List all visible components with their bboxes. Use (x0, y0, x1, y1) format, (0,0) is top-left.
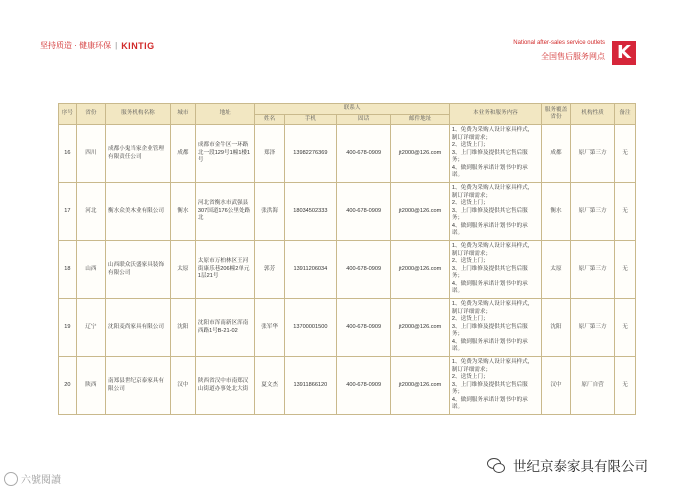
cell-city: 衡水 (170, 183, 195, 241)
service-item: 2、送货上门； (451, 374, 489, 381)
service-item: 2、送货上门； (451, 258, 489, 265)
watermark-left (4, 471, 61, 486)
cell-email: jt2000@126.com (391, 299, 450, 357)
table-row (59, 241, 636, 299)
cell-province: 山西 (76, 241, 105, 299)
cell-email: jt2000@126.com (391, 241, 450, 299)
outlets-title-cn: 全国售后服务网点 (541, 52, 605, 61)
cell-city: 成都 (170, 125, 195, 183)
cell-address: 河北省衡水市武强县307国道176公里处路北 (195, 183, 255, 241)
watermark-right (487, 455, 648, 475)
header-nature: 机构性质 (571, 104, 615, 125)
cell-service (449, 299, 541, 357)
table-row (59, 357, 636, 415)
service-item: 4、做到服务承诺计划书中的承诺。 (451, 164, 528, 179)
cell-contact-name: 郑泽 (255, 125, 284, 183)
cell-nature: 原厂第三方 (571, 183, 615, 241)
header-remark: 备注 (615, 104, 636, 125)
cell-mobile: 18034502333 (284, 183, 336, 241)
cell-contact-name: 张军华 (255, 299, 284, 357)
cell-no: 20 (59, 357, 77, 415)
header-phone: 固话 (336, 114, 390, 125)
service-outlets-table (58, 103, 636, 415)
cell-contact-name: 张洪海 (255, 183, 284, 241)
header-service: 本业务和服务内容 (449, 104, 541, 125)
cell-address: 沈阳市浑南新区浑南西路1号B-21-02 (195, 299, 255, 357)
cell-city: 沈阳 (170, 299, 195, 357)
cell-email: jt2000@126.com (391, 183, 450, 241)
cell-city: 汉中 (170, 357, 195, 415)
cell-remark: 无 (615, 241, 636, 299)
service-item: 4、做到服务承诺计划书中的承诺。 (451, 396, 528, 411)
watermark-circle-icon (4, 472, 18, 486)
service-item: 1、免费为采购人设计家具样式，制订详细需求； (451, 359, 534, 373)
cell-nature: 原厂第三方 (571, 299, 615, 357)
outlets-title-en: National after-sales service outlets (513, 40, 605, 46)
cell-phone: 400-678-0909 (336, 357, 390, 415)
cell-email: jt2000@126.com (391, 125, 450, 183)
service-item: 4、做到服务承诺计划书中的承诺。 (451, 222, 528, 237)
cell-no: 16 (59, 125, 77, 183)
cell-mobile: 13982276369 (284, 125, 336, 183)
service-item: 1、免费为采购人设计家具样式，制订详细需求； (451, 301, 534, 315)
cell-org-name: 山西联众沃盛家具装饰有限公司 (106, 241, 171, 299)
brand-logo: K (612, 41, 636, 65)
cell-province: 河北 (76, 183, 105, 241)
cell-city: 太原 (170, 241, 195, 299)
service-item: 2、送货上门； (451, 316, 489, 323)
cell-service-province: 太原 (541, 241, 570, 299)
header-name: 姓名 (255, 114, 284, 125)
cell-service-province: 成都 (541, 125, 570, 183)
cell-province: 陕西 (76, 357, 105, 415)
cell-nature: 原厂自营 (571, 357, 615, 415)
service-item: 4、做到服务承诺计划书中的承诺。 (451, 280, 528, 295)
cell-org-name: 南郑县世纪京泰家具有限公司 (106, 357, 171, 415)
header-city: 城市 (170, 104, 195, 125)
cell-phone: 400-678-0909 (336, 125, 390, 183)
cell-service-province: 汉中 (541, 357, 570, 415)
cell-org-name: 衡水众美木业有限公司 (106, 183, 171, 241)
cell-email: jt2000@126.com (391, 357, 450, 415)
header-org-name: 服务机构名称 (106, 104, 171, 125)
header-service-province: 服务覆盖省份 (541, 104, 570, 125)
cell-province: 辽宁 (76, 299, 105, 357)
header-contact: 联系人 (255, 104, 449, 115)
header-mobile: 手机 (284, 114, 336, 125)
cell-phone: 400-678-0909 (336, 241, 390, 299)
cell-service (449, 183, 541, 241)
cell-province: 四川 (76, 125, 105, 183)
service-item: 3、上门维修及提供其它售后服务； (451, 265, 528, 280)
slogan-separator: | (115, 41, 118, 50)
cell-service-province: 衡水 (541, 183, 570, 241)
table-row (59, 125, 636, 183)
cell-remark: 无 (615, 357, 636, 415)
cell-nature: 原厂第三方 (571, 241, 615, 299)
cell-remark: 无 (615, 125, 636, 183)
cell-address: 太原市万柏林区王河街康乐巷206幢2单元1层21号 (195, 241, 255, 299)
cell-service (449, 125, 541, 183)
wechat-icon (487, 458, 505, 472)
header-outlets-block (513, 40, 605, 62)
cell-mobile: 13911206034 (284, 241, 336, 299)
cell-org-name: 成都小鬼当家企业管理有限责任公司 (106, 125, 171, 183)
service-item: 3、上门维修及提供其它售后服务； (451, 207, 528, 222)
brand-wordmark: KINTIG (121, 40, 155, 51)
cell-mobile: 13911866120 (284, 357, 336, 415)
cell-service-province: 沈阳 (541, 299, 570, 357)
cell-address: 成都市金牛区一环路北一段129号1幢1楼1号 (195, 125, 255, 183)
service-item: 1、免费为采购人设计家具样式，制订详细需求； (451, 127, 534, 141)
cell-service (449, 357, 541, 415)
service-item: 3、上门维修及提供其它售后服务； (451, 149, 528, 164)
service-item: 2、送货上门； (451, 142, 489, 149)
cell-no: 18 (59, 241, 77, 299)
cell-remark: 无 (615, 183, 636, 241)
cell-contact-name: 郭芳 (255, 241, 284, 299)
service-item: 1、免费为采购人设计家具样式，制订详细需求； (451, 185, 534, 199)
cell-org-name: 沈阳麦尚家具有限公司 (106, 299, 171, 357)
header-slogan-block (40, 40, 155, 51)
table-row (59, 183, 636, 241)
cell-phone: 400-678-0909 (336, 299, 390, 357)
watermark-left-text: 六號閱讀 (21, 475, 61, 486)
service-item: 3、上门维修及提供其它售后服务； (451, 323, 528, 338)
cell-address: 陕西省汉中市南郑汉山街道办事处北大街 (195, 357, 255, 415)
header-province: 省份 (76, 104, 105, 125)
cell-no: 17 (59, 183, 77, 241)
cell-no: 19 (59, 299, 77, 357)
cell-nature: 原厂第三方 (571, 125, 615, 183)
table-row (59, 299, 636, 357)
service-item: 3、上门维修及提供其它售后服务； (451, 381, 528, 396)
service-item: 1、免费为采购人设计家具样式，制订详细需求； (451, 243, 534, 257)
cell-contact-name: 夏文杰 (255, 357, 284, 415)
watermark-right-text: 世纪京泰家具有限公司 (513, 459, 648, 474)
header-email: 邮件地址 (391, 114, 450, 125)
service-item: 2、送货上门； (451, 200, 489, 207)
cell-remark: 无 (615, 299, 636, 357)
service-item: 4、做到服务承诺计划书中的承诺。 (451, 338, 528, 353)
header-no: 序号 (59, 104, 77, 125)
slogan-text: 坚持质造 · 健康环保 (40, 41, 112, 50)
cell-phone: 400-678-0909 (336, 183, 390, 241)
header-address: 地址 (195, 104, 255, 125)
cell-mobile: 13700001500 (284, 299, 336, 357)
cell-service (449, 241, 541, 299)
